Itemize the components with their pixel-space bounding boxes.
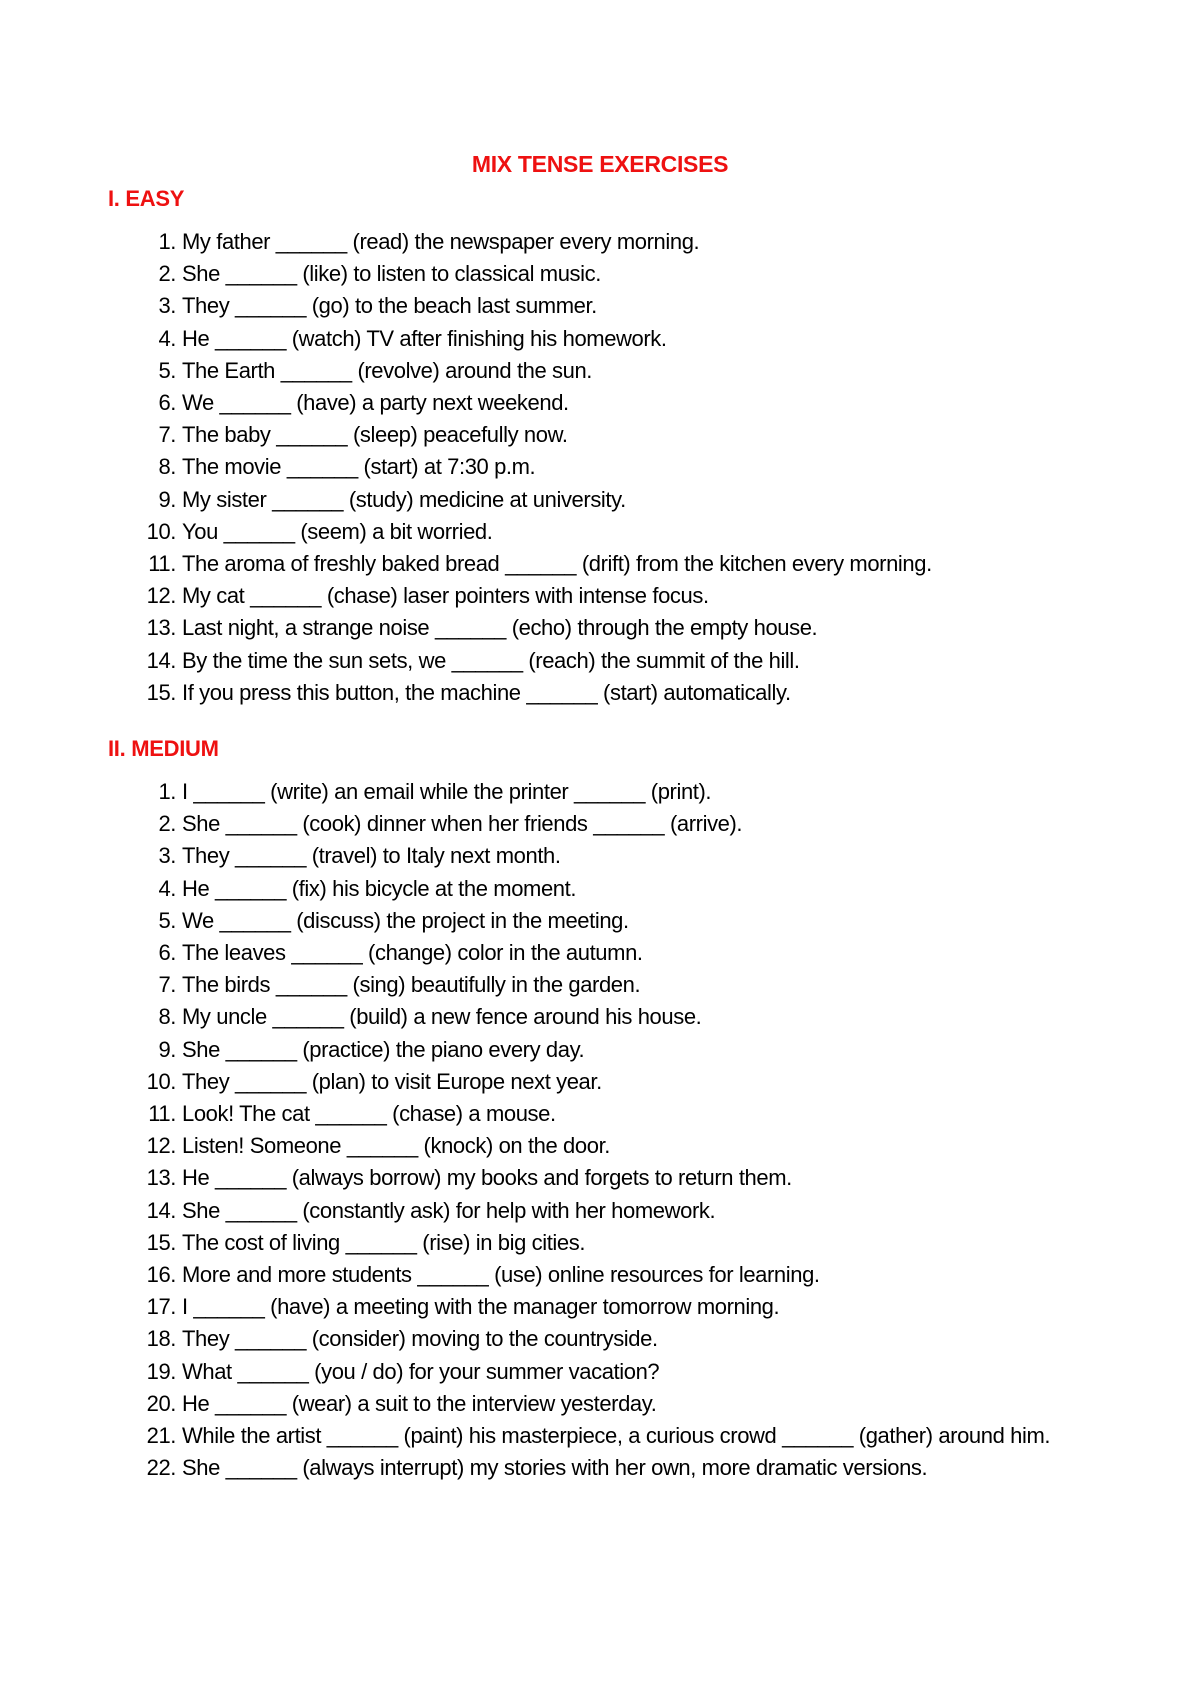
exercise-item: [108, 873, 1108, 905]
item-text: They ______ (travel) to Italy next month.: [182, 843, 561, 869]
exercise-item: [108, 1162, 1108, 1194]
item-text: I ______ (have) a meeting with the manager tomorrow morning.: [182, 1294, 780, 1320]
item-number: 10.: [146, 1068, 176, 1094]
item-number: 3.: [158, 843, 176, 869]
exercise-item: [108, 323, 1108, 355]
exercise-item: [108, 905, 1108, 937]
exercise-item: [108, 937, 1108, 969]
item-text: He ______ (fix) his bicycle at the moment.: [182, 875, 577, 901]
item-text: He ______ (always borrow) my books and forgets to return them.: [182, 1165, 792, 1191]
item-text: She ______ (practice) the piano every day.: [182, 1036, 585, 1062]
exercise-item: [108, 290, 1108, 322]
exercise-item: [108, 387, 1108, 419]
item-text: The baby ______ (sleep) peacefully now.: [182, 422, 568, 448]
exercise-item: [108, 580, 1108, 612]
item-number: 1.: [158, 229, 176, 254]
exercise-item: [108, 1291, 1108, 1323]
item-number: 15.: [146, 679, 176, 705]
item-text: The cost of living ______ (rise) in big cities.: [182, 1229, 586, 1255]
exercise-item: [108, 419, 1108, 451]
item-text: They ______ (consider) moving to the countryside.: [182, 1326, 658, 1352]
item-text: The aroma of freshly baked bread ______ (drift) from the kitchen every morning.: [182, 551, 932, 577]
item-number: 11.: [148, 1101, 176, 1127]
item-number: 7.: [158, 422, 176, 448]
item-text: The leaves ______ (change) color in the autumn.: [182, 940, 643, 966]
item-number: 10.: [146, 518, 176, 544]
exercise-item: [108, 1034, 1108, 1066]
item-number: 5.: [158, 907, 176, 933]
exercise-item: [108, 1323, 1108, 1355]
exercise-item: [108, 1388, 1108, 1420]
item-text: We ______ (have) a party next weekend.: [182, 390, 569, 416]
item-text: You ______ (seem) a bit worried.: [182, 518, 493, 544]
exercise-item: [108, 516, 1108, 548]
exercise-item: [108, 355, 1108, 387]
item-number: 7.: [158, 972, 176, 998]
item-text: They ______ (plan) to visit Europe next year.: [182, 1068, 602, 1094]
item-number: 4.: [158, 875, 176, 901]
item-number: 18.: [146, 1326, 176, 1352]
section-heading: I. EASY: [108, 186, 185, 211]
exercise-item: [108, 612, 1108, 644]
item-number: 3.: [158, 293, 176, 319]
exercise-item: [108, 645, 1108, 677]
item-text: She ______ (cook) dinner when her friends ______ (arrive).: [182, 811, 743, 837]
item-text: She ______ (like) to listen to classical music.: [182, 261, 601, 287]
exercise-item: [108, 451, 1108, 483]
exercise-item: [108, 1130, 1108, 1162]
item-number: 16.: [146, 1262, 176, 1288]
section-medium: [108, 736, 1108, 1484]
item-number: 12.: [146, 583, 176, 609]
item-text: The Earth ______ (revolve) around the sun.: [182, 357, 593, 383]
exercise-item: [108, 1356, 1108, 1388]
exercise-item: [108, 1452, 1108, 1484]
exercise-item: [108, 1195, 1108, 1227]
page-title: MIX TENSE EXERCISES: [471, 151, 729, 177]
exercise-item: [108, 1259, 1108, 1291]
item-text: I ______ (write) an email while the printer ______ (print).: [182, 779, 712, 804]
item-text: Look! The cat ______ (chase) a mouse.: [182, 1101, 556, 1127]
item-text: The movie ______ (start) at 7:30 p.m.: [182, 454, 536, 480]
item-text: Last night, a strange noise ______ (echo) through the empty house.: [182, 615, 818, 641]
exercise-item: [108, 1098, 1108, 1130]
exercise-item: [108, 258, 1108, 290]
exercise-list: [108, 226, 1108, 709]
item-text: My father ______ (read) the newspaper every morning.: [182, 229, 700, 254]
item-text: He ______ (watch) TV after finishing his homework.: [182, 325, 667, 351]
item-number: 9.: [158, 1036, 176, 1062]
item-number: 6.: [158, 940, 176, 966]
section-heading: II. MEDIUM: [108, 736, 219, 761]
item-text: She ______ (always interrupt) my stories with her own, more dramatic versions.: [182, 1455, 928, 1481]
item-number: 14.: [146, 647, 176, 673]
exercise-item: [108, 840, 1108, 872]
item-number: 8.: [158, 1004, 176, 1030]
item-number: 1.: [158, 779, 176, 804]
item-number: 22.: [146, 1455, 176, 1481]
item-text: More and more students ______ (use) online resources for learning.: [182, 1262, 820, 1288]
section-easy: [108, 186, 1108, 709]
item-number: 11.: [148, 551, 176, 577]
item-number: 9.: [158, 486, 176, 512]
exercise-item: [108, 484, 1108, 516]
exercise-list: [108, 776, 1108, 1484]
item-number: 12.: [146, 1133, 176, 1159]
item-text: My cat ______ (chase) laser pointers with intense focus.: [182, 583, 709, 609]
exercise-item: [108, 1227, 1108, 1259]
item-number: 15.: [146, 1229, 176, 1255]
item-number: 4.: [158, 325, 176, 351]
item-text: They ______ (go) to the beach last summer.: [182, 293, 597, 319]
item-text: He ______ (wear) a suit to the interview yesterday.: [182, 1390, 657, 1416]
item-text: If you press this button, the machine ______ (start) automatically.: [182, 679, 791, 705]
item-text: My sister ______ (study) medicine at university.: [182, 486, 626, 512]
item-text: We ______ (discuss) the project in the meeting.: [182, 907, 629, 933]
item-text: By the time the sun sets, we ______ (reach) the summit of the hill.: [182, 647, 800, 673]
item-number: 20.: [146, 1390, 176, 1416]
item-number: 13.: [146, 1165, 176, 1191]
exercise-item: [108, 969, 1108, 1001]
item-text: What ______ (you / do) for your summer vacation?: [182, 1358, 660, 1384]
item-number: 19.: [146, 1358, 176, 1384]
exercise-item: [108, 226, 1108, 258]
item-number: 6.: [158, 390, 176, 416]
exercise-item: [108, 1420, 1174, 1452]
item-number: 13.: [146, 615, 176, 641]
item-text: My uncle ______ (build) a new fence around his house.: [182, 1004, 702, 1030]
item-number: 8.: [158, 454, 176, 480]
item-number: 5.: [158, 357, 176, 383]
item-text: Listen! Someone ______ (knock) on the door.: [182, 1133, 610, 1159]
item-number: 14.: [146, 1197, 176, 1223]
item-number: 2.: [158, 261, 176, 287]
exercise-item: [108, 808, 1108, 840]
item-text: The birds ______ (sing) beautifully in the garden.: [182, 972, 641, 998]
item-number: 17.: [146, 1294, 176, 1320]
exercise-item: [108, 548, 1108, 580]
exercise-item: [108, 677, 1108, 709]
item-text: While the artist ______ (paint) his masterpiece, a curious crowd ______ (gather) around him.: [182, 1423, 1051, 1449]
item-number: 2.: [158, 811, 176, 837]
exercise-item: [108, 1001, 1108, 1033]
item-text: She ______ (constantly ask) for help with her homework.: [182, 1197, 716, 1223]
item-number: 21.: [146, 1423, 176, 1449]
exercise-item: [108, 776, 1108, 808]
exercise-item: [108, 1066, 1108, 1098]
